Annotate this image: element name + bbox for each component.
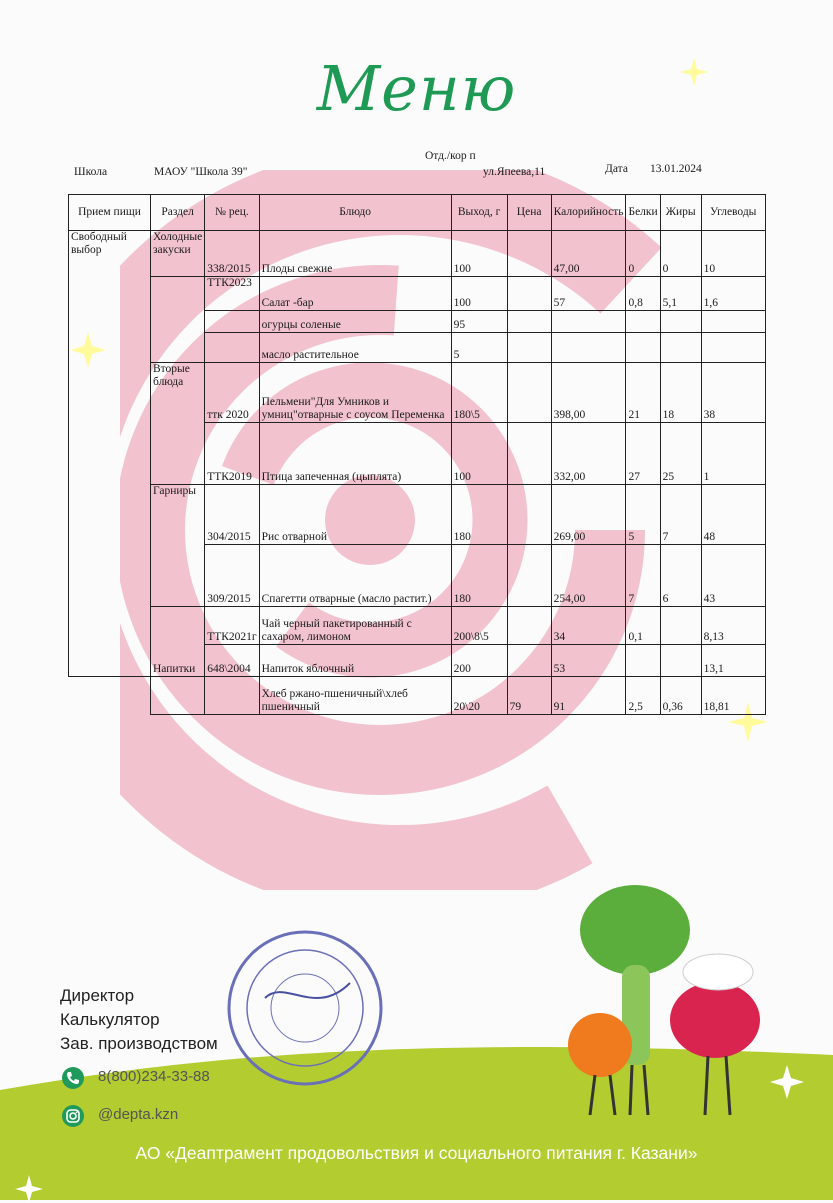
rec-cell: ТТК2023 [205,277,259,311]
prot-cell [626,311,660,333]
fat-cell [660,607,701,645]
price-cell [507,363,551,423]
prot-cell: 0 [626,231,660,277]
table-row [69,363,766,423]
table-row [69,677,766,715]
cal-cell [551,311,626,333]
dish-cell: Напиток яблочный [259,645,451,677]
rec-cell [205,677,259,715]
col-header: Выход, г [451,195,507,231]
out-cell: 180\5 [451,363,507,423]
col-header: Белки [626,195,660,231]
carb-cell: 18,81 [701,677,765,715]
rec-cell: ттк 2020 [205,363,259,423]
carb-cell: 10 [701,231,765,277]
rec-cell: 648\2004 [205,645,259,677]
rec-cell: 304/2015 [205,485,259,545]
school-label: Школа [74,166,108,178]
table-header-row [69,195,766,231]
meal-cell: Свободный выбор [69,231,151,677]
carb-cell: 48 [701,485,765,545]
price-cell [507,277,551,311]
prot-cell: 5 [626,485,660,545]
sparkle-star-icon [770,1065,804,1099]
dish-cell: Спагетти отварные (масло растит.) [259,545,451,607]
fat-cell: 6 [660,545,701,607]
school-name: МАОУ "Школа 39" [154,166,248,178]
signature-calculator: Калькулятор [60,1010,160,1029]
carb-cell [701,311,765,333]
dish-cell: огурцы соленые [259,311,451,333]
table-row [69,485,766,545]
sparkle-star-icon [15,1175,43,1203]
section-cell: Напитки [151,607,205,677]
cal-cell: 34 [551,607,626,645]
section-cell [151,277,205,363]
out-cell: 180 [451,545,507,607]
prot-cell: 27 [626,423,660,485]
empty-cell [69,677,151,715]
dept-label: Отд./кор п [425,150,476,162]
table-row [69,277,766,311]
prot-cell: 2,5 [626,677,660,715]
col-header: № рец. [205,195,259,231]
out-cell: 20\20 [451,677,507,715]
rec-cell: 309/2015 [205,545,259,607]
price-cell: 79 [507,677,551,715]
cal-cell: 254,00 [551,545,626,607]
price-cell [507,485,551,545]
table-row [69,607,766,645]
col-header: Цена [507,195,551,231]
col-header: Калорийность [551,195,626,231]
cal-cell [551,333,626,363]
dish-cell: Салат -бар [259,277,451,311]
fat-cell: 5,1 [660,277,701,311]
out-cell: 200\8\5 [451,607,507,645]
carb-cell: 13,1 [701,645,765,677]
price-cell [507,333,551,363]
cal-cell: 91 [551,677,626,715]
price-cell [507,231,551,277]
carb-cell: 1 [701,423,765,485]
date: 13.01.2024 [650,163,702,175]
rec-cell [205,311,259,333]
rec-cell: ТТК2021г [205,607,259,645]
cal-cell: 332,00 [551,423,626,485]
out-cell: 5 [451,333,507,363]
carb-cell [701,333,765,363]
section-cell: Гарниры [151,485,205,607]
dish-cell: Хлеб ржано-пшеничный\хлеб пшеничный [259,677,451,715]
out-cell: 100 [451,277,507,311]
col-header: Блюдо [259,195,451,231]
cal-cell: 57 [551,277,626,311]
phone-number[interactable]: 8(800)234-33-88 [98,1068,210,1085]
page-title: Меню [316,52,517,125]
price-cell [507,311,551,333]
date-label: Дата [605,163,628,175]
cal-cell: 53 [551,645,626,677]
menu-table [68,194,766,715]
carb-cell: 1,6 [701,277,765,311]
prot-cell: 21 [626,363,660,423]
price-cell [507,645,551,677]
col-header: Раздел [151,195,205,231]
section-cell: Вторые блюда [151,363,205,485]
fat-cell: 0 [660,231,701,277]
prot-cell [626,645,660,677]
fat-cell [660,311,701,333]
price-cell [507,423,551,485]
dish-cell: масло растительное [259,333,451,363]
rec-cell: ТТК2019 [205,423,259,485]
prot-cell: 7 [626,545,660,607]
dish-cell: Птица запеченная (цыплята) [259,423,451,485]
dish-cell: Чай черный пакетированный с сахаром, лимоном [259,607,451,645]
cal-cell: 398,00 [551,363,626,423]
fat-cell: 0,36 [660,677,701,715]
carb-cell: 38 [701,363,765,423]
out-cell: 180 [451,485,507,545]
stamp-seal [225,928,385,1088]
rec-cell [205,333,259,363]
prot-cell [626,333,660,363]
phone-icon [62,1067,84,1089]
table-row [69,231,766,277]
price-cell [507,545,551,607]
prot-cell: 0,8 [626,277,660,311]
out-cell: 100 [451,423,507,485]
fat-cell: 25 [660,423,701,485]
rec-cell: 338/2015 [205,231,259,277]
instagram-icon [62,1105,84,1127]
instagram-handle[interactable]: @depta.kzn [98,1106,179,1123]
carb-cell: 8,13 [701,607,765,645]
dish-cell: Рис отварной [259,485,451,545]
vegetable-mascots [540,880,790,1120]
col-header: Углеводы [701,195,765,231]
out-cell: 95 [451,311,507,333]
address: ул.Япеева,11 [483,166,546,178]
out-cell: 200 [451,645,507,677]
company-name: АО «Деаптрамент продовольствия и социального питания г. Казани» [135,1143,698,1163]
dish-cell: Плоды свежие [259,231,451,277]
price-cell [507,607,551,645]
cal-cell: 47,00 [551,231,626,277]
signature-production: Зав. производством [60,1034,218,1053]
section-cell: Холодные закуски [151,231,205,277]
section-cell [151,677,205,715]
fat-cell [660,333,701,363]
dish-cell: Пельмени"Для Умников и умниц"отварные с соусом Переменка [259,363,451,423]
fat-cell: 18 [660,363,701,423]
out-cell: 100 [451,231,507,277]
carb-cell: 43 [701,545,765,607]
prot-cell: 0,1 [626,607,660,645]
fat-cell [660,645,701,677]
fat-cell: 7 [660,485,701,545]
cal-cell: 269,00 [551,485,626,545]
col-header: Жиры [660,195,701,231]
signature-director: Директор [60,986,135,1005]
col-header: Прием пищи [69,195,151,231]
